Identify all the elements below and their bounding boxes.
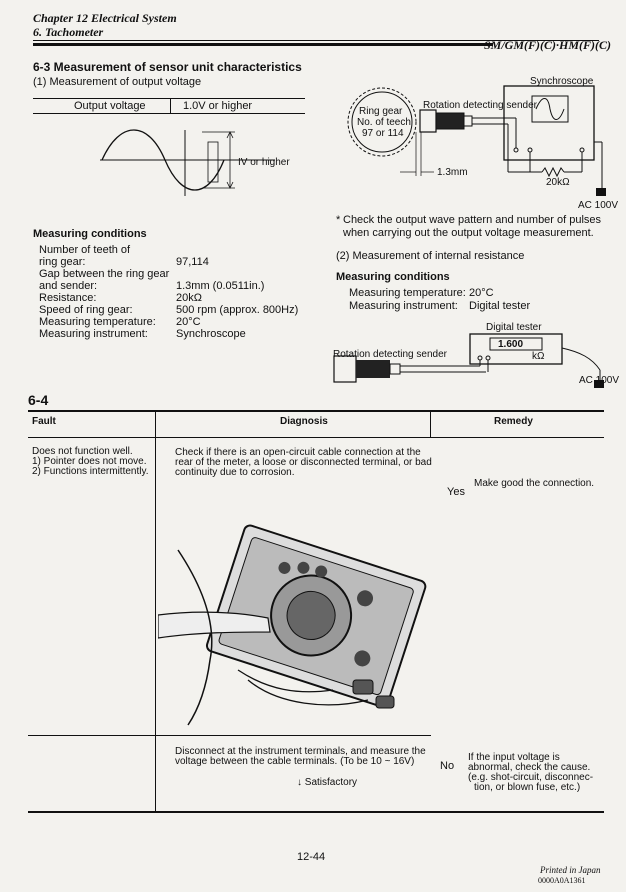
col-diagnosis: Diagnosis xyxy=(280,416,328,427)
condition-value: 20kΩ xyxy=(176,292,202,304)
condition-label: Measuring instrument: xyxy=(39,328,148,340)
col-remedy: Remedy xyxy=(494,416,533,427)
gap-label: 1.3mm xyxy=(437,167,468,178)
ac-label-2: AC 100V xyxy=(579,375,620,386)
table-top-rule xyxy=(33,98,305,99)
internal-sender-label: Rotation detecting sender xyxy=(333,349,447,360)
condition-label: Resistance: xyxy=(39,292,97,304)
table64-header-rule xyxy=(28,437,604,438)
ring-gear-count-label: 97 or 114 xyxy=(362,128,404,139)
condition-label: ring gear: xyxy=(39,256,86,268)
diag1-line1: Check if there is an open-circuit cable connection at the xyxy=(175,447,421,458)
internal-temp-value: 20°C xyxy=(469,287,494,299)
condition-row xyxy=(39,268,299,280)
condition-row xyxy=(39,292,299,304)
ac-label-1: AC 100V xyxy=(578,200,619,211)
condition-value: 500 rpm (approx. 800Hz) xyxy=(176,304,299,316)
diag1-line3: continuity due to corrosion. xyxy=(175,467,295,478)
internal-subtitle: (2) Measurement of internal resistance xyxy=(336,250,525,262)
remedy2-line4: tion, or blown fuse, etc.) xyxy=(474,782,581,793)
sec64-title: 6-4 xyxy=(28,392,49,408)
ring-gear-label: Ring gear xyxy=(359,106,403,117)
table64-col-rule-2 xyxy=(430,411,431,437)
yes-label: Yes xyxy=(447,486,465,498)
satisfactory-label: ↓ Satisfactory xyxy=(297,777,358,788)
diag1-line2: rear of the meter, a loose or disconnected terminal, or bad xyxy=(175,457,432,468)
table64-col-rule-1 xyxy=(155,411,156,811)
table64-diag-rule xyxy=(155,735,431,736)
condition-row xyxy=(39,280,299,292)
sec63-title: 6-3 Measurement of sensor unit characteristics xyxy=(33,60,302,74)
remedy2-line3: (e.g. shot-circuit, disconnec- xyxy=(468,772,594,783)
no-label: No xyxy=(440,760,455,772)
output-voltage-value: 1.0V or higher xyxy=(183,100,253,112)
output-voltage-label: Output voltage xyxy=(74,100,146,112)
tester-label: Digital tester xyxy=(486,322,542,333)
sender-label: Rotation detecting sender xyxy=(423,100,537,111)
condition-row xyxy=(39,256,299,268)
tester-unit: kΩ xyxy=(532,351,545,362)
note-line1: Check the output wave pattern and number of pulses xyxy=(343,214,602,226)
condition-row xyxy=(39,244,299,256)
meter-rear-photo xyxy=(158,520,428,730)
fault-line1: Does not function well. xyxy=(32,446,133,457)
condition-value: 20°C xyxy=(176,316,201,328)
remedy1: Make good the connection. xyxy=(474,478,595,489)
condition-value: 97,114 xyxy=(176,256,209,268)
condition-label: Number of teeth of xyxy=(39,244,131,256)
digital-tester-diagram xyxy=(330,328,620,394)
internal-temp-label: Measuring temperature: xyxy=(349,287,466,299)
remedy2-line2: abnormal, check the cause. xyxy=(468,762,591,773)
table64-bottom-rule xyxy=(28,811,604,813)
ring-gear-teeth-label: No. of teech xyxy=(357,117,411,128)
page-number: 12-44 xyxy=(297,851,326,863)
internal-inst-label: Measuring instrument: xyxy=(349,300,458,312)
remedy2-line1: If the input voltage is xyxy=(468,752,560,763)
condition-row xyxy=(39,316,299,328)
condition-value: 1.3mm (0.0511in.) xyxy=(176,280,265,292)
internal-inst-value: Digital tester xyxy=(469,300,531,312)
note-bullet: * xyxy=(336,214,341,226)
conditions-title: Measuring conditions xyxy=(33,228,147,240)
section-title: 6. Tachometer xyxy=(33,25,104,39)
header-rule-thick xyxy=(33,43,493,46)
table64-fault-rule xyxy=(28,735,155,736)
printed-label: Printed in Japan xyxy=(540,865,601,875)
sec63-subtitle: (1) Measurement of output voltage xyxy=(33,76,202,88)
condition-label: Speed of ring gear: xyxy=(39,304,133,316)
chapter-title: Chapter 12 Electrical System xyxy=(33,11,177,25)
condition-label: Gap between the ring gear xyxy=(39,268,170,280)
resistor-label: 20kΩ xyxy=(546,177,570,188)
diag2-line1: Disconnect at the instrument terminals, and measure the xyxy=(175,746,426,757)
table-divider xyxy=(170,99,171,113)
condition-label: and sender: xyxy=(39,280,98,292)
wave-amplitude-label: IV or higher xyxy=(238,157,290,168)
table-bottom-rule xyxy=(33,113,305,114)
doc-code: 0000A0A1361 xyxy=(538,876,586,885)
synchroscope-label: Synchroscope xyxy=(530,76,594,87)
note-line2: when carrying out the output voltage measurement. xyxy=(343,227,594,239)
fault-line2: 1) Pointer does not move. xyxy=(32,456,147,467)
diag2-line2: voltage between the cable terminals. (To be 10 ~ 16V) xyxy=(175,756,415,767)
condition-row xyxy=(39,304,299,316)
internal-conditions-title: Measuring conditions xyxy=(336,271,450,283)
condition-label: Measuring temperature: xyxy=(39,316,156,328)
table64-top-rule xyxy=(28,410,604,412)
tester-display: 1.600 xyxy=(498,339,524,350)
condition-row xyxy=(39,328,299,340)
col-fault: Fault xyxy=(32,416,56,427)
model-code: SM/GM(F)(C)·HM(F)(C) xyxy=(484,38,612,52)
fault-line3: 2) Functions intermittently. xyxy=(32,466,149,477)
condition-value: Synchroscope xyxy=(176,328,246,340)
